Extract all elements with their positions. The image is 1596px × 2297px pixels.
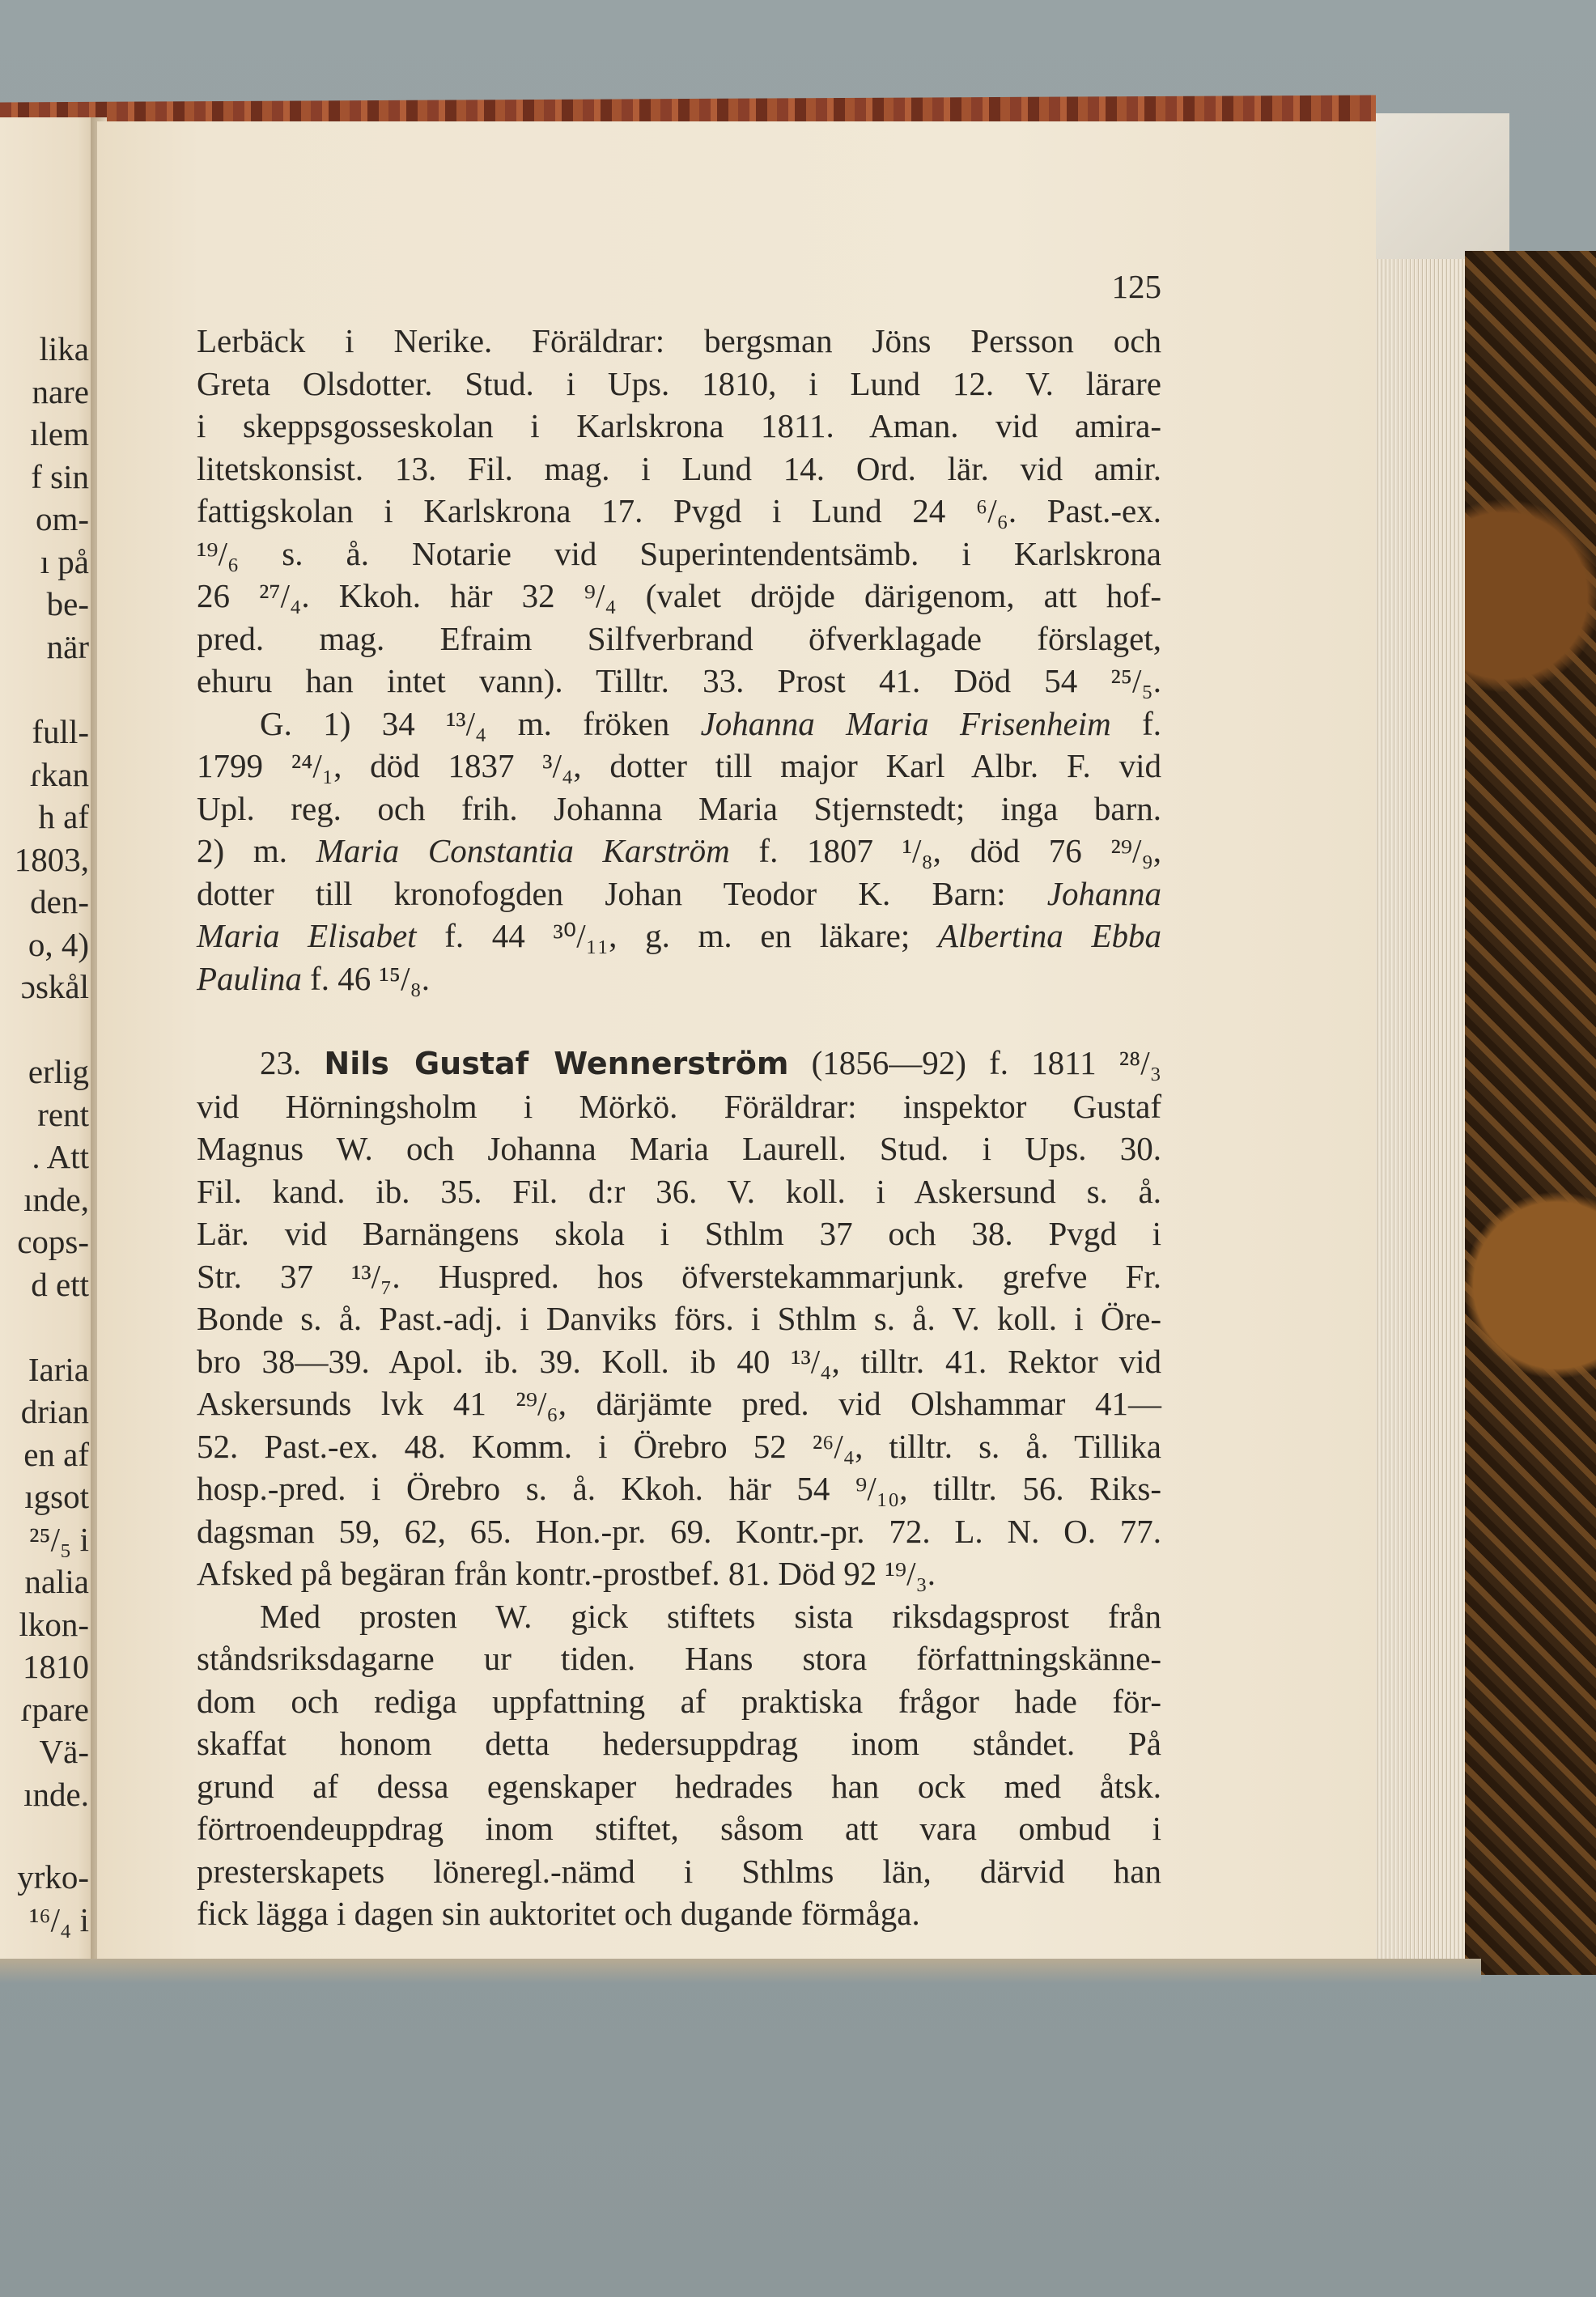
italic-name: Maria Constantia Karström (316, 832, 730, 869)
left-fragment: ɾpare (20, 1691, 89, 1728)
text-segment: dotter till kronofogden Johan Teodor K. Barn: (197, 874, 1047, 912)
left-fragment: nare (32, 373, 89, 410)
left-fragment: Iaria (28, 1351, 89, 1388)
text-line (197, 830, 1161, 873)
left-fragment: f sin (31, 458, 89, 495)
left-fragment: nalia (24, 1563, 89, 1600)
entry-heading-line (197, 1042, 1161, 1085)
text-line: 52. Past.-ex. 48. Komm. i Örebro 52 ²⁶/₄, tilltr. s. å. Tillika (197, 1427, 1161, 1465)
text-line: ståndsriksdagarne ur tiden. Hans stora författningskänne- (197, 1640, 1161, 1677)
left-fragment: ı på (40, 543, 89, 580)
left-fragment: ²⁵/₅ i (29, 1521, 89, 1558)
left-fragment: 1810 (23, 1648, 89, 1685)
text-line (197, 957, 1161, 1000)
text-segment: f. (1110, 704, 1161, 742)
page-edges (1376, 129, 1469, 1959)
text-line: ¹⁹/₆ s. å. Notarie vid Superintendentsämb. i Karlskrona (197, 534, 1161, 572)
left-fragment: full- (32, 713, 89, 750)
page-number: 125 (1111, 268, 1161, 305)
text-line: förtroendeuppdrag inom stiftet, såsom att vara ombud i (197, 1810, 1161, 1847)
text-segment: f. 46 ¹⁵/₈. (301, 959, 431, 997)
text-line: Str. 37 ¹³/₇. Huspred. hos öfverstekammarjunk. grefve Fr. (197, 1257, 1161, 1295)
text-line: Magnus W. och Johanna Maria Laurell. Stud. i Ups. 30. (197, 1130, 1161, 1167)
left-fragment: Vä- (39, 1733, 89, 1770)
text-line: Afsked på begäran från kontr.-prostbef. 81. Död 92 ¹⁹/₃. (197, 1555, 936, 1592)
italic-name: Johanna (1046, 874, 1161, 912)
left-page (0, 117, 97, 1967)
text-line (197, 915, 1161, 957)
left-fragment: den- (30, 883, 89, 920)
left-fragment: ınde, (23, 1181, 89, 1218)
text-line: Fil. kand. ib. 35. Fil. d:r 36. V. koll. i Askersund s. å. (197, 1172, 1161, 1210)
cover-corner (1376, 113, 1509, 259)
text-line: hosp.-pred. i Örebro s. å. Kkoh. här 54 ⁹/₁₀, tilltr. 56. Riks- (197, 1470, 1161, 1507)
text-segment: 2) m. (197, 832, 316, 869)
text-line (197, 703, 1161, 745)
bottom-shadow (0, 1959, 1481, 1983)
text-segment: (1856—92) f. 1811 ²⁸/₃ (788, 1044, 1161, 1081)
italic-name: Albertina Ebba (937, 917, 1161, 954)
text-line: Upl. reg. och frih. Johanna Maria Stjernstedt; inga barn. (197, 789, 1161, 827)
left-fragment: erlig (28, 1053, 89, 1090)
text-line: dom och rediga uppfattning af praktiska frågor hade för- (197, 1682, 1161, 1720)
text-line: Lär. vid Barnängens skola i Sthlm 37 och 38. Pvgd i (197, 1215, 1161, 1252)
left-fragment: be- (46, 585, 89, 622)
marbled-cover (1465, 251, 1596, 1975)
left-fragment: 1803, (14, 841, 89, 878)
paragraph-gap (197, 1000, 1161, 1042)
text-line: fick lägga i dagen sin auktoritet och dugande förmåga. (197, 1895, 920, 1932)
text-line: skaffat honom detta hedersuppdrag inom ståndet. På (197, 1725, 1161, 1762)
text-line: 1799 ²⁴/₁, död 1837 ³/₄, dotter till major Karl Albr. F. vid (197, 747, 1161, 784)
text-line: litetskonsist. 13. Fil. mag. i Lund 14. Ord. lär. vid amir. (197, 449, 1161, 487)
left-fragment: o, 4) (28, 926, 89, 963)
italic-name: Paulina (197, 959, 302, 997)
left-fragment: ɾkan (30, 756, 89, 793)
left-fragment: . Att (32, 1138, 89, 1175)
text-line: Greta Olsdotter. Stud. i Ups. 1810, i Lund 12. V. lärare (197, 364, 1161, 402)
text-line: pred. mag. Efraim Silfverbrand öfverklagade förslaget, (197, 619, 1161, 657)
left-fragment: ¹⁶/₄ i (29, 1901, 89, 1938)
text-line: grund af dessa egenskaper hedrades han ock med åtsk. (197, 1767, 1161, 1805)
entry-name: Nils Gustaf Wennerström (324, 1046, 789, 1081)
text-line: Bonde s. å. Past.-adj. i Danviks förs. i Sthlm s. å. V. koll. i Öre- (197, 1300, 1161, 1337)
left-fragment: ıgsot (24, 1478, 89, 1515)
italic-name: Johanna Maria Frisenheim (700, 704, 1111, 742)
left-fragment: när (46, 628, 89, 665)
left-fragment: lkon- (19, 1606, 89, 1643)
left-fragment: h af (38, 798, 89, 835)
text-line: 26 ²⁷/₄. Kkoh. här 32 ⁹/₄ (valet dröjde därigenom, att hof- (197, 577, 1161, 614)
left-fragment: drian (20, 1393, 89, 1430)
left-fragment: ınde. (23, 1776, 89, 1813)
italic-name: Maria Elisabet (197, 917, 417, 954)
text-line: vid Hörningsholm i Mörkö. Föräldrar: inspektor Gustaf (197, 1087, 1161, 1125)
text-segment: f. 1807 ¹/₈, död 76 ²⁹/₉, (729, 832, 1161, 869)
left-fragment: rent (37, 1096, 89, 1133)
text-line: fattigskolan i Karlskrona 17. Pvgd i Lund 24 ⁶/₆. Past.-ex. (197, 492, 1161, 529)
entry-number: 23. (260, 1044, 302, 1081)
text-line: ehuru han intet vann). Tilltr. 33. Prost 41. Död 54 ²⁵/₅. (197, 662, 1161, 699)
text-line: Lerbäck i Nerike. Föräldrar: bergsman Jöns Persson och (197, 322, 1161, 359)
text-line: bro 38—39. Apol. ib. 39. Koll. ib 40 ¹³/₄, tilltr. 41. Rektor vid (197, 1342, 1161, 1380)
text-line: presterskapets löneregl.-nämd i Sthlms län, därvid han (197, 1852, 1161, 1890)
text-line: Med prosten W. gick stiftets sista riksdagsprost från (260, 1597, 1161, 1635)
text-segment: f. 44 ³⁰/₁₁, g. m. en läkare; (416, 917, 938, 954)
left-fragment: en af (23, 1436, 89, 1473)
left-fragment: ılem (30, 415, 89, 452)
left-fragment: ɔskål (20, 968, 89, 1005)
text-line: i skeppsgosseskolan i Karlskrona 1811. Aman. vid amira- (197, 407, 1161, 444)
left-fragment: lika (39, 330, 89, 367)
left-fragment: d ett (31, 1266, 89, 1303)
left-fragment: cops- (17, 1223, 89, 1260)
page-text (197, 320, 1161, 1935)
text-line: Askersunds lvk 41 ²⁹/₆, därjämte pred. vid Olshammar 41— (197, 1385, 1161, 1422)
left-fragment: om- (35, 500, 89, 537)
left-fragment: yrko- (17, 1858, 89, 1896)
text-line (197, 873, 1161, 915)
text-line: dagsman 59, 62, 65. Hon.-pr. 69. Kontr.-pr. 72. L. N. O. 77. (197, 1512, 1161, 1550)
text-segment: G. 1) 34 ¹³/₄ m. fröken (260, 704, 701, 742)
